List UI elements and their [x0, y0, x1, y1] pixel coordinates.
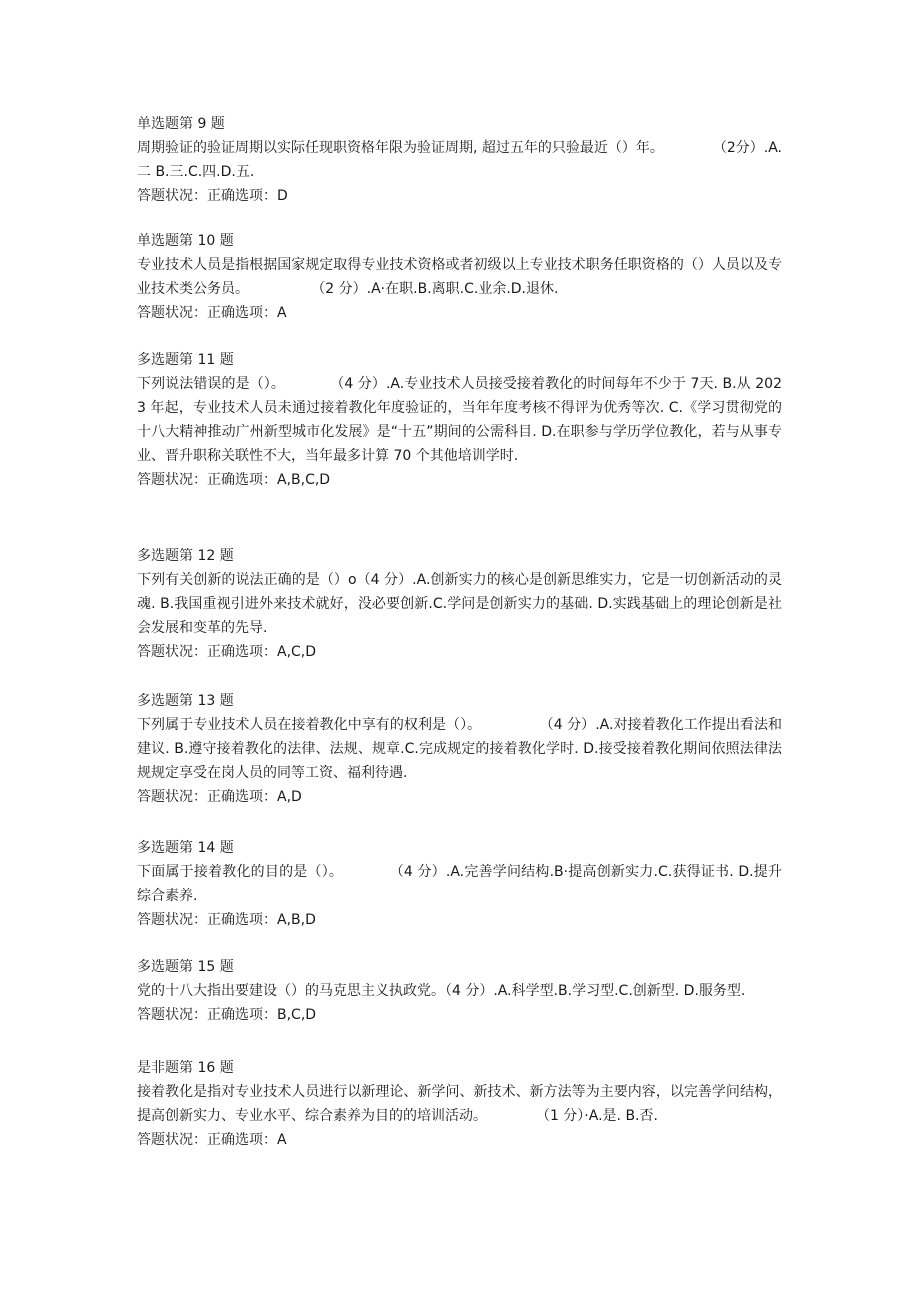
answer-status: 答题状况：正确选项：A,B,D	[137, 912, 316, 928]
answer-status: 答题状况：正确选项：A,C,D	[137, 644, 317, 660]
answer-status: 答题状况：正确选项：A,D	[137, 789, 302, 805]
question-title: 单选题第 9 题	[137, 116, 225, 132]
question-text: 下列有关创新的说法正确的是（）o（4 分）.A.创新实力的核心是创新思维实力，它是一切创新活动的灵魂. B.我国重视引进外来技术就好，没必要创新.C.学问是创新实力的基础. D.实践基础上的理论创新是社会发展和变革的先导.	[137, 572, 782, 636]
question-title: 多选题第 13 题	[137, 693, 234, 709]
answer-status: 答题状况：正确选项：A	[137, 1132, 287, 1148]
question-block-13	[137, 689, 782, 809]
question-text: 下列说法错误的是（）。 （4 分）.A.专业技术人员接受接着教化的时间每年不少于 7天. B.从 2023 年起，专业技术人员未通过接着教化年度验证的，当年年度考核不得评为优秀等次. C.《学习贯彻党的十八大精神推动广州新型城市化发展》是“十五”期间的公需科目. D.在职参与学历学位教化，若与从事专业、晋升职称关联性不大，当年最多计算 70 个其他培训学时.	[137, 376, 782, 464]
question-title: 单选题第 10 题	[137, 233, 234, 249]
question-text: 接着教化是指对专业技术人员进行以新理论、新学问、新技术、新方法等为主要内容，以完善学问结构，提高创新实力、专业水平、综合素养为目的的培训活动。 （1 分）·A.是. B.否.	[137, 1084, 782, 1124]
question-block-11	[137, 348, 782, 492]
question-title: 多选题第 14 题	[137, 840, 234, 856]
answer-status: 答题状况：正确选项：A,B,C,D	[137, 472, 331, 488]
question-block-14	[137, 836, 782, 932]
question-block-12	[137, 544, 782, 664]
question-title: 多选题第 15 题	[137, 959, 234, 975]
question-block-15	[137, 955, 782, 1027]
answer-status: 答题状况：正确选项：B,C,D	[137, 1007, 317, 1023]
question-title: 多选题第 11 题	[137, 352, 234, 368]
question-block-10	[137, 229, 782, 325]
question-text: 下列属于专业技术人员在接着教化中享有的权利是（）。 （4 分）.A.对接着教化工作提出看法和建议. B.遵守接着教化的法律、法规、规章.C.完成规定的接着教化学时. D.接受接着教化期间依照法律法规规定享受在岗人员的同等工资、福利待遇.	[137, 717, 782, 781]
question-title: 是非题第 16 题	[137, 1060, 234, 1076]
question-text: 下面属于接着教化的目的是（）。 （4 分）.A.完善学问结构.B·提高创新实力.C.获得证书. D.提升综合素养.	[137, 864, 782, 904]
answer-status: 答题状况：正确选项：A	[137, 305, 287, 321]
question-text: 专业技术人员是指根据国家规定取得专业技术资格或者初级以上专业技术职务任职资格的（）人员以及专业技术类公务员。 （2 分）.A·在职.B.离职.C.业余.D.退休.	[137, 257, 782, 297]
question-title: 多选题第 12 题	[137, 548, 234, 564]
question-text: 党的十八大指出要建设（）的马克思主义执政党。（4 分）.A.科学型.B.学习型.C.创新型. D.服务型.	[137, 983, 746, 999]
question-text: 周期验证的验证周期以实际任现职资格年限为验证周期, 超过五年的只验最近（）年。 （2分）.A.二 B.三.C.四.D.五.	[137, 140, 782, 180]
answer-status: 答题状况：正确选项：D	[137, 188, 288, 204]
question-block-9	[137, 112, 782, 208]
question-block-16	[137, 1056, 782, 1152]
